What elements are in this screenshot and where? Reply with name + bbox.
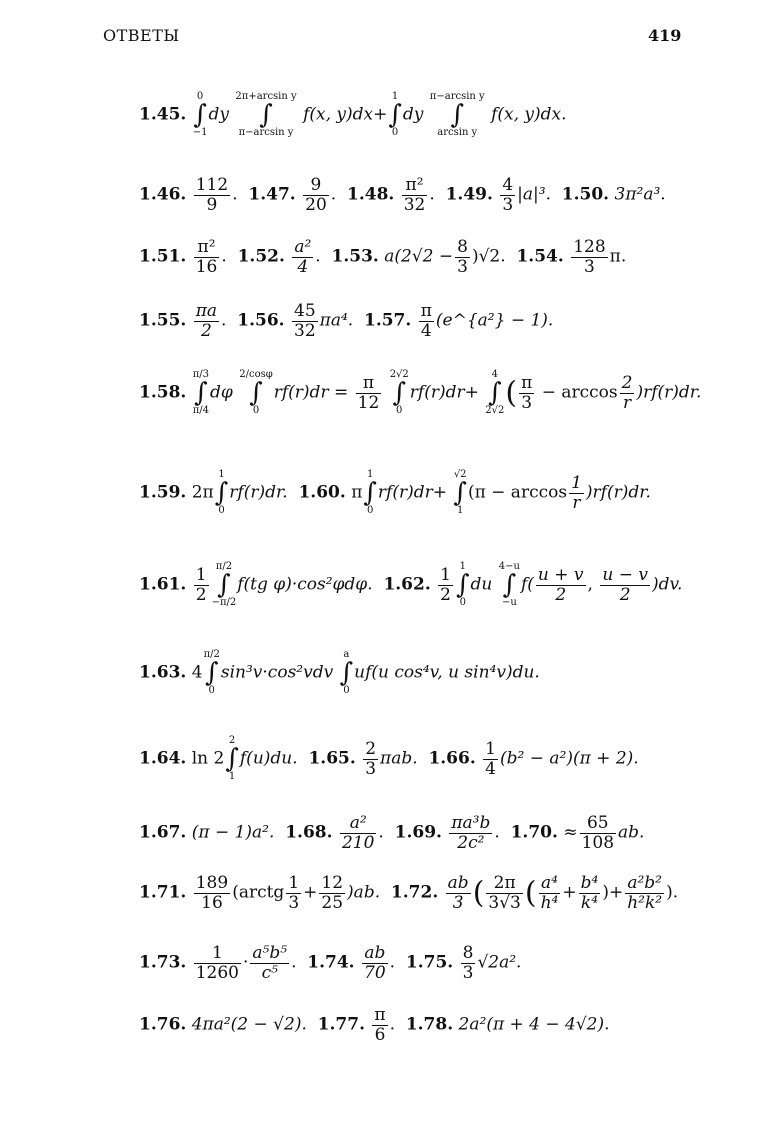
fraction: $\frac{\pi}{4}$: [420, 301, 432, 341]
expr: πab.: [380, 748, 418, 769]
expr: rf(r)dr: [273, 382, 329, 403]
integral: 1 ∫ 0: [214, 469, 229, 516]
answer-1-58: [139, 370, 719, 416]
fraction: $\frac{\text{a²}}{4}$: [294, 237, 312, 277]
expr: (arctg: [232, 882, 285, 903]
expr: .: [291, 952, 297, 973]
integral: 2 ∫ 1: [225, 735, 239, 782]
expr: 4πa²(2 − √2).: [191, 1014, 307, 1035]
answer-number: 1.76.: [139, 1014, 187, 1035]
answer-number: 1.51.: [139, 246, 187, 267]
integral: π/2 ∫ −π/2: [211, 561, 237, 608]
expr: a(2√2 −: [384, 246, 454, 267]
expr: ≈: [563, 822, 578, 843]
fraction: $\frac{u - v}{2}$: [602, 564, 648, 605]
expr: ab.: [618, 822, 645, 843]
fraction: $\frac{\pi}{3}$: [521, 372, 533, 413]
answer-number: 1.49.: [445, 184, 493, 205]
fraction: $\frac{2}{r}$: [621, 372, 633, 413]
expr: rf(r)dr: [409, 382, 465, 403]
integral: √2 ∫ 1: [453, 469, 467, 516]
answer-number: 1.65.: [308, 748, 356, 769]
answer-number: 1.52.: [237, 246, 285, 267]
fraction: $\frac{\text{a²}}{210}$: [341, 813, 375, 853]
answers-1-61-1-62: [139, 562, 719, 608]
fraction: $\frac{8}{3}$: [457, 237, 468, 277]
expr: 2π: [191, 482, 214, 503]
integral: 2√2 ∫ 0: [389, 369, 409, 416]
fraction: $\frac{\text{π²}}{32}$: [403, 175, 426, 215]
fraction: $\frac{\text{a²b²}}{\text{h²k²}}$: [627, 873, 663, 913]
fraction: $\frac{ab}{70}$: [364, 943, 386, 983]
answer-number: 1.70.: [510, 822, 558, 843]
expr: +: [464, 382, 479, 403]
expr: (b² − a²)(π + 2).: [500, 748, 639, 769]
answer-number: 1.78.: [405, 1014, 454, 1035]
fraction: $\frac{1}{2}$: [195, 564, 207, 605]
answers-1-67-1-70: 1.67. (π − 1)a². 1.68. $\frac{\text{a²}}{210}$ . 1.69. $\frac{\text{πa³b}}{\text{2c²}}$ . 1.70. ≈ $\frac{65}{108}$ ab.: [139, 813, 645, 853]
expr: )dv.: [651, 574, 683, 595]
fraction: $\frac{\text{a⁵b⁵}}{\text{c⁵}}$: [252, 943, 288, 983]
expr: π: [351, 482, 363, 503]
expr: f(x, y)dx.: [491, 104, 567, 125]
expr: − arccos: [536, 382, 618, 403]
integral: 2π+arcsin y ∫ π−arcsin y: [235, 91, 297, 138]
expr: dy: [402, 104, 424, 125]
answer-number: 1.47.: [248, 184, 296, 205]
fraction: $\frac{\text{π²}}{16}$: [195, 237, 218, 277]
expr: rf(r)dr.: [229, 482, 288, 503]
expr: 3π²a³.: [614, 184, 666, 205]
answer-number: 1.66.: [428, 748, 476, 769]
answer-number: 1.57.: [363, 310, 412, 331]
fraction: $\frac{\text{πa³b}}{\text{2c²}}$: [451, 813, 491, 853]
expr: +: [562, 882, 577, 903]
answer-number: 1.60.: [298, 482, 346, 503]
expr: rf(r)dr: [377, 482, 433, 503]
fraction: $\frac{65}{108}$: [581, 813, 615, 853]
expr: ,: [587, 574, 593, 595]
answer-number: 1.59.: [139, 482, 187, 503]
expr: +: [303, 882, 318, 903]
answer-number: 1.73.: [139, 952, 187, 973]
integral: 1 ∫ 0: [388, 91, 402, 138]
answer-number: 1.74.: [307, 952, 355, 973]
answer-number: 1.61.: [139, 574, 187, 595]
answer-number: 1.67.: [139, 822, 187, 843]
answer-number: 1.53.: [331, 246, 379, 267]
fraction: $\frac{\pi a}{2}$: [195, 301, 218, 341]
fraction: $\frac{1}{1260}$: [195, 943, 239, 983]
answers-1-59-1-60: [139, 470, 719, 516]
expr: +: [608, 882, 624, 903]
expr: du: [470, 574, 493, 595]
expr: sin³v·cos²vdv: [220, 662, 334, 683]
answer-number: 1.58.: [139, 382, 187, 403]
fraction: $\frac{2\pi}{3√3}$: [488, 873, 521, 913]
answers-1-64-1-66: [139, 736, 719, 782]
answer-number: 1.46.: [139, 184, 187, 205]
answer-number: 1.62.: [383, 574, 431, 595]
answer-number: 1.64.: [139, 748, 187, 769]
integral: 1 ∫ 0: [363, 469, 377, 516]
answer-number: 1.45.: [139, 104, 187, 125]
answers-1-73-1-75: 1.73. $\frac{1}{1260}$ · $\frac{\text{a⁵b⁵}}{\text{c⁵}}$ . 1.74. $\frac{ab}{70}$ . 1.75. $\frac{8}{3}$ √2a².: [139, 943, 522, 983]
expr: (e^{a²} − 1).: [435, 310, 554, 331]
expr: (π − arccos: [467, 482, 568, 503]
integral: 4 ∫ 2√2: [485, 369, 505, 416]
paren: (: [524, 875, 537, 911]
integral: 0 ∫ −1: [192, 91, 208, 138]
answer-number: 1.75.: [405, 952, 454, 973]
fraction: $\frac{4}{3}$: [502, 175, 514, 215]
integral: 1 ∫ 0: [456, 561, 470, 608]
answers-1-51-1-54: 1.51. $\frac{\text{π²}}{16}$ . 1.52. $\frac{\text{a²}}{4}$ . 1.53. a(2√2 − $\frac{8}{3}$ )√2. 1.54. $\frac{128}{3}$ π.: [139, 237, 627, 277]
fraction: $\frac{128}{3}$: [573, 237, 606, 277]
expr: +: [432, 482, 447, 503]
integral: 2/cosφ ∫ 0: [239, 369, 273, 416]
answer-number: 1.71.: [139, 882, 187, 903]
answer-number: 1.63.: [139, 662, 187, 683]
expr: π.: [609, 246, 627, 267]
expr: )ab.: [347, 882, 381, 903]
integral: π−arcsin y ∫ arcsin y: [429, 91, 485, 138]
expr: dφ: [210, 382, 233, 403]
answer-number: 1.69.: [394, 822, 442, 843]
fraction: $\frac{\pi}{6}$: [374, 1005, 386, 1045]
fraction: $\frac{9}{20}$: [305, 175, 327, 215]
expr: √2a².: [477, 952, 522, 973]
answer-number: 1.48.: [347, 184, 395, 205]
expr: ).: [666, 882, 679, 903]
expr: uf(u cos⁴v, u sin⁴v)du.: [354, 662, 540, 683]
fraction: $\frac{\text{a⁴}}{\text{h⁴}}$: [540, 873, 559, 913]
expr: f(tg φ)·cos²φdφ.: [237, 574, 373, 595]
expr: ln 2: [191, 748, 225, 769]
expr: dy: [208, 104, 229, 125]
expr: f(x, y)dx: [303, 104, 374, 125]
expr: f(u)du.: [239, 748, 298, 769]
answers-1-55-1-57: 1.55. $\frac{\pi a}{2}$ . 1.56. $\frac{45}{32}$ πa⁴. 1.57. $\frac{\pi}{4}$ (e^{a²} − 1).: [139, 301, 554, 341]
answer-1-45: [139, 92, 719, 138]
fraction: $\frac{u + v}{2}$: [537, 564, 584, 605]
fraction: $\frac{2}{3}$: [365, 738, 377, 779]
answer-number: 1.72.: [390, 882, 439, 903]
fraction: $\frac{12}{25}$: [321, 873, 344, 913]
answers-1-46-1-50: 1.46. $\frac{112}{9}$ . 1.47. $\frac{9}{20}$ . 1.48. $\frac{\text{π²}}{32}$ . 1.49. $\frac{4}{3}$ |a|³. 1.50. 3π²a³.: [139, 175, 666, 215]
answers-1-76-1-78: 1.76. 4πa²(2 − √2). 1.77. $\frac{\pi}{6}$ . 1.78. 2a²(π + 4 − 4√2).: [139, 1005, 610, 1045]
answer-number: 1.77.: [317, 1014, 365, 1035]
expr: πa⁴.: [319, 310, 354, 331]
integral: π/3 ∫ π/4: [192, 369, 210, 416]
answer-number: 1.56.: [237, 310, 285, 331]
fraction: $\frac{112}{9}$: [195, 175, 229, 215]
expr: |a|³: [517, 184, 546, 205]
expr: )rf(r)dr.: [585, 482, 651, 503]
fraction: $\frac{1}{r}$: [571, 472, 582, 513]
expr: )rf(r)dr.: [636, 382, 702, 403]
fraction: $\frac{8}{3}$: [462, 943, 474, 983]
expr: 2a²(π + 4 − 4√2).: [458, 1014, 610, 1035]
fraction: $\frac{\pi}{12}$: [357, 372, 380, 413]
answer-number: 1.50.: [561, 184, 610, 205]
running-header: ОТВЕТЫ: [103, 26, 180, 45]
fraction: $\frac{\text{b⁴}}{\text{k⁴}}$: [580, 873, 599, 913]
expr: 4: [191, 662, 203, 683]
fraction: $\frac{ab}{3}$: [447, 873, 469, 913]
page-number: 419: [648, 26, 682, 45]
answer-number: 1.55.: [139, 310, 187, 331]
paren: (: [472, 875, 485, 911]
expr: f(: [520, 574, 534, 595]
fraction: $\frac{45}{32}$: [294, 301, 316, 341]
fraction: $\frac{1}{2}$: [440, 564, 451, 605]
fraction: $\frac{1}{4}$: [485, 738, 496, 779]
fraction: $\frac{1}{3}$: [288, 873, 300, 913]
answer-number: 1.54.: [516, 246, 564, 267]
expr: =: [328, 382, 354, 403]
integral: 4−u ∫ −u: [498, 561, 520, 608]
expr: (π − 1)a².: [191, 822, 275, 843]
answer-1-63: [139, 650, 719, 696]
expr: +: [373, 104, 388, 125]
answer-number: 1.68.: [285, 822, 333, 843]
fraction: $\frac{189}{16}$: [195, 873, 229, 913]
integral: π/2 ∫ 0: [203, 649, 220, 696]
paren: (: [505, 375, 518, 411]
answers-1-71-1-72: 1.71. $\frac{189}{16}$ (arctg $\frac{1}{3}$ + $\frac{12}{25}$ )ab. 1.72. $\frac{ab}{3}$ ( $\frac{2\pi}{3√3}$ ( $\frac{\text{a⁴}}{\text{h⁴}}$ + $\frac{\text{b⁴}}{\text{k⁴}}$ )+ $\frac{\text{a²b²}}{\text{h²k²}}$ ).: [139, 873, 679, 913]
integral: a ∫ 0: [339, 649, 354, 696]
expr: )√2.: [471, 246, 506, 267]
